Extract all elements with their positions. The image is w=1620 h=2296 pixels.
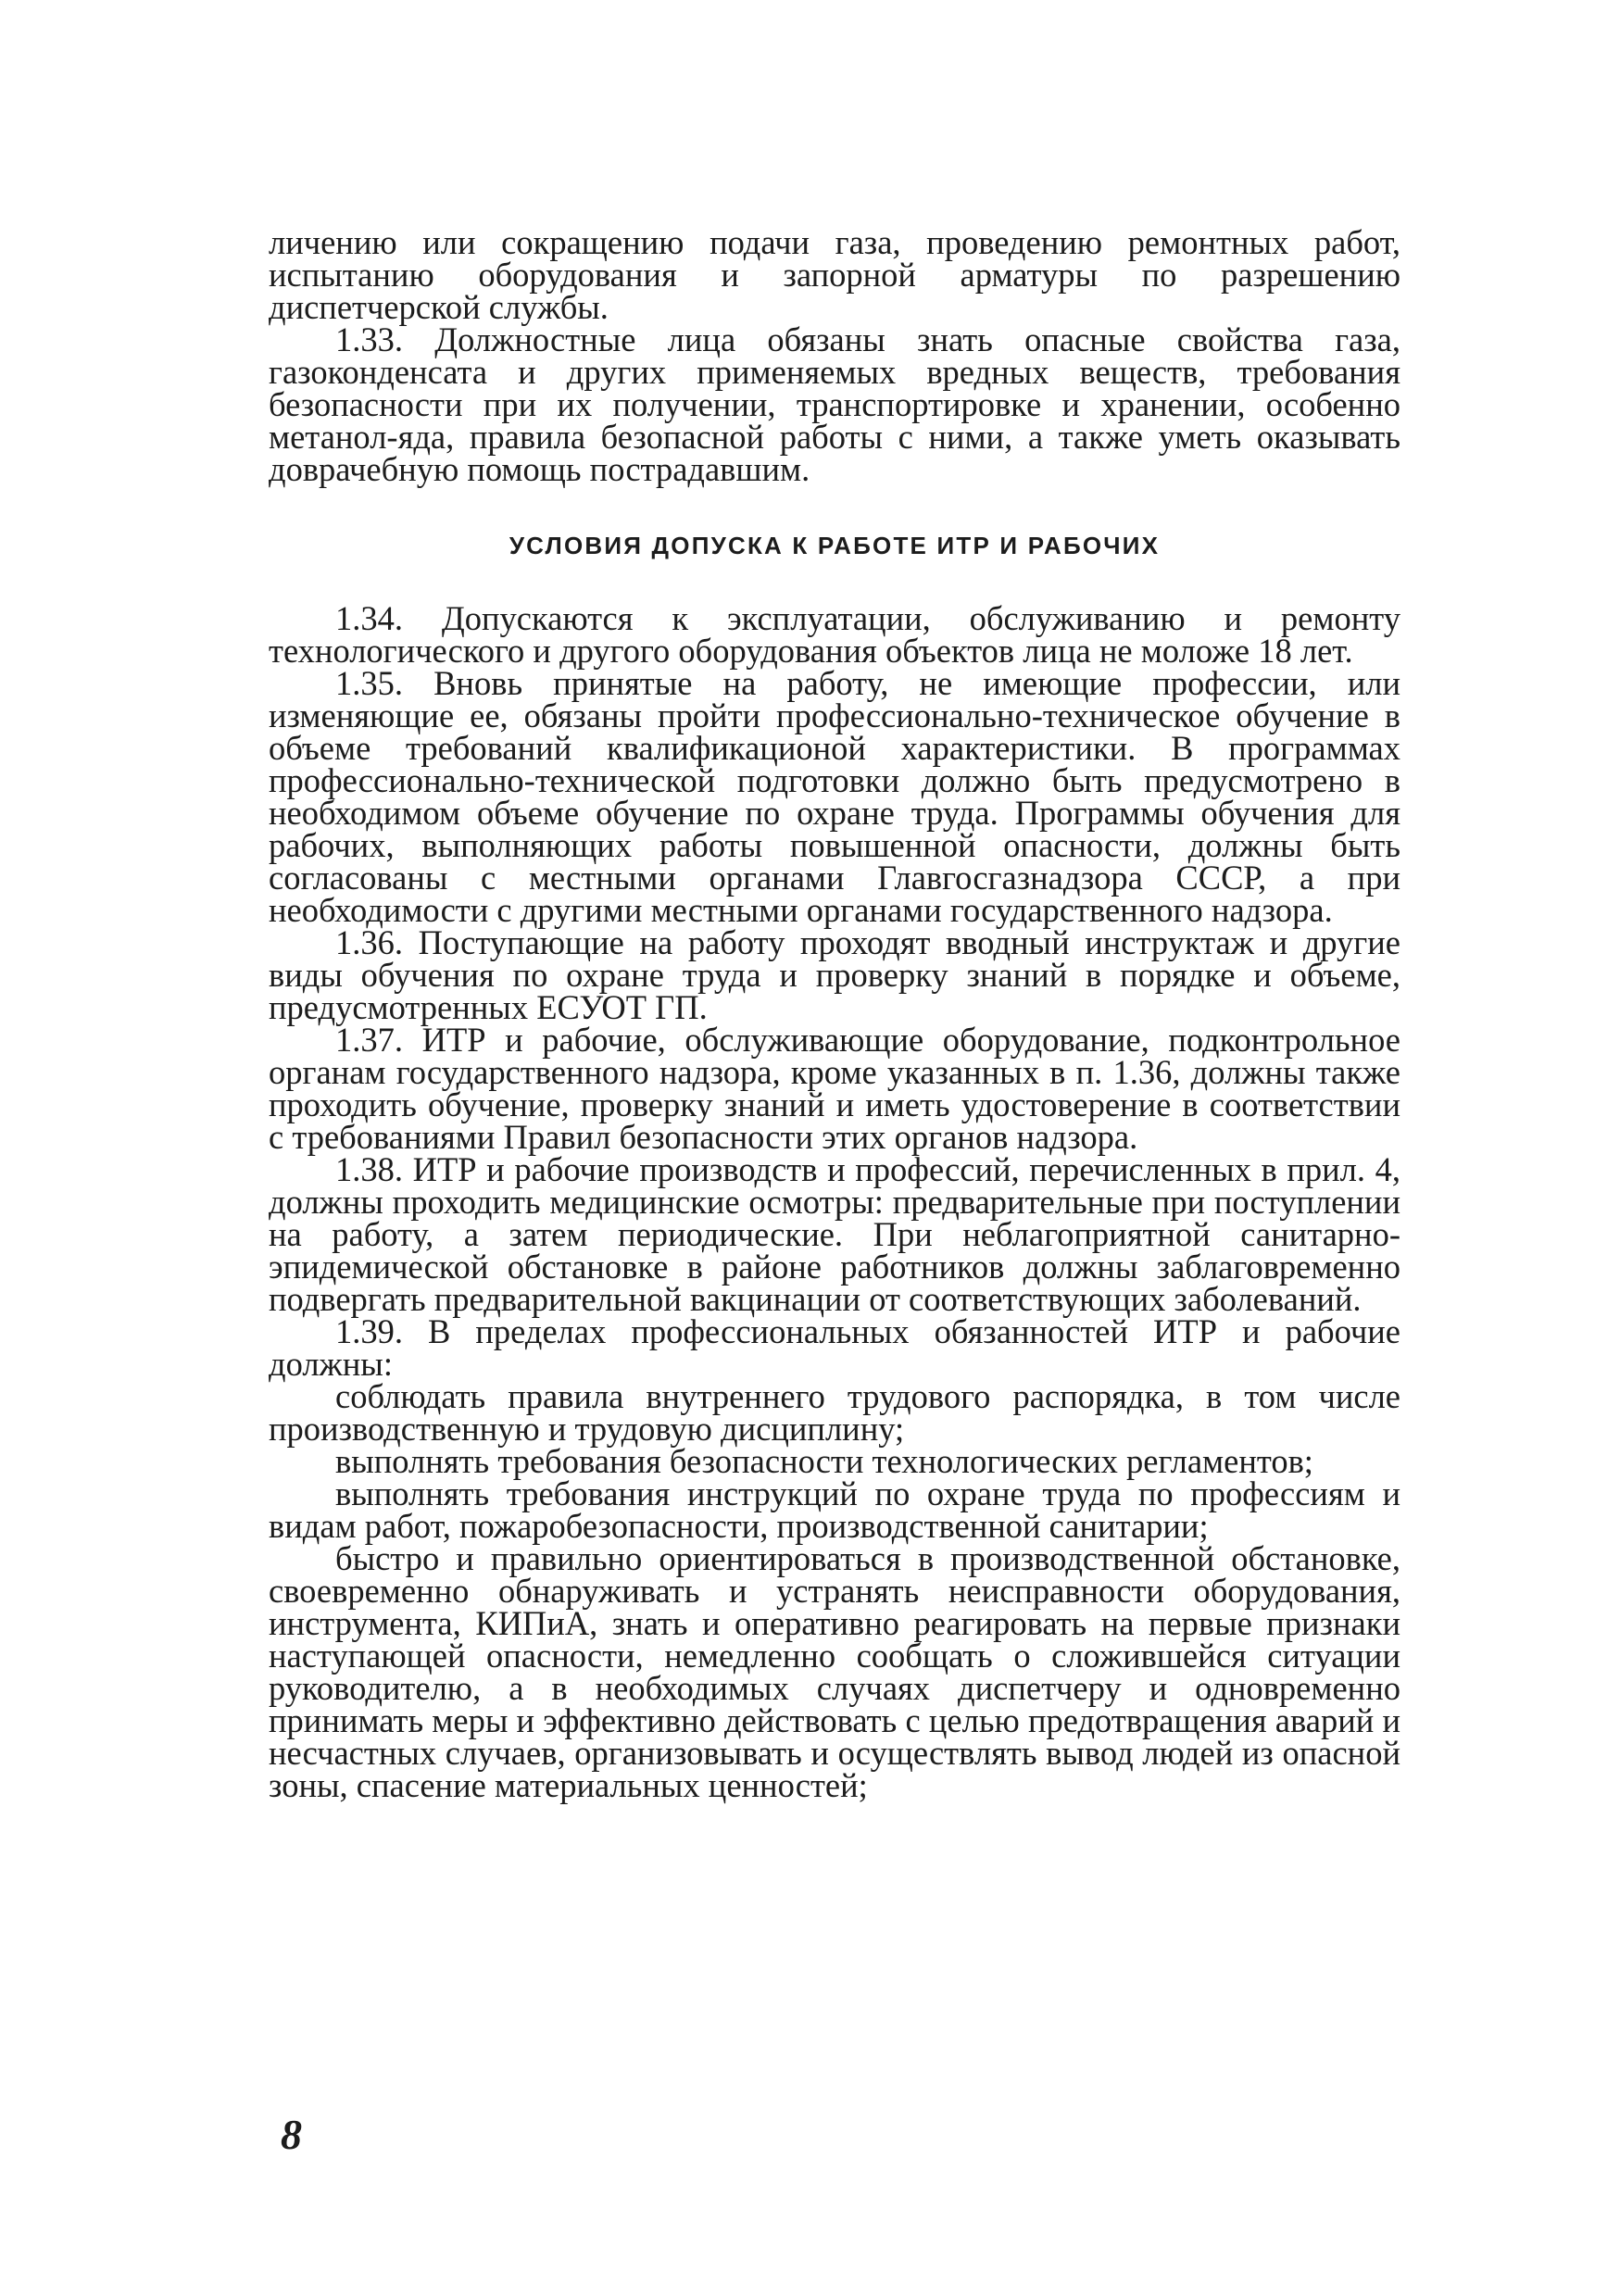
paragraph-1-38: 1.38. ИТР и рабочие производств и профессий, перечисленных в прил. 4, должны проходить медицинские осмотры: предварительные при поступлении на работу, а затем периодические. При неблагоприятной санитарно-эпидемической обстановке в районе работников должны заблаговременно подвергать предварительной вакцинации от соответствующих заболеваний. <box>269 1150 1400 1318</box>
paragraph-1-35: 1.35. Вновь принятые на работу, не имеющие профессии, или изменяющие ее, обязаны пройти профессионально-техническое обучение в объеме требований квалификационой характеристики. В программах профессионально-технической подготовки должно быть предусмотрено в необходимом объеме обучение по охране труда. Программы обучения для рабочих, выполняющих работы повышенной опасности, должны быть согласованы с местными органами Главгосгазнадзора СССР, а при необходимости с другими местными органами государственного надзора. <box>269 664 1400 929</box>
section-heading: УСЛОВИЯ ДОПУСКА К РАБОТЕ ИТР И РАБОЧИХ <box>509 532 1161 559</box>
duty-item: быстро и правильно ориентироваться в производственной обстановке, своевременно обнаруживать и устранять неисправности оборудования, инструмента, КИПиА, знать и оперативно реагировать на первые признаки наступающей опасности, немедленно сообщать о сложившейся ситуации руководителю, а в необходимых случаях диспетчеру и одновременно принимать меры и эффективно действовать с целью предотвращения аварий и несчастных случаев, организовывать и осуществлять вывод людей из опасной зоны, спасение материальных ценностей; <box>269 1539 1400 1804</box>
page-text-block <box>269 223 1400 1804</box>
paragraph-continued: личению или сокращению подачи газа, проведению ремонтных работ, испытанию оборудования и запорной арматуры по разрешению диспетчерской службы. <box>269 223 1400 326</box>
duty-item: выполнять требования инструкций по охране труда по профессиям и видам работ, пожаробезопасности, производственной санитарии; <box>269 1474 1400 1545</box>
paragraph-1-34: 1.34. Допускаются к эксплуатации, обслуживанию и ремонту технологического и другого оборудования объектов лица не моложе 18 лет. <box>269 599 1400 670</box>
page-number: 8 <box>281 2111 302 2158</box>
paragraph-1-33: 1.33. Должностные лица обязаны знать опасные свойства газа, газоконденсата и других применяемых вредных веществ, требования безопасности при их получении, транспортировке и хранении, особенно метанол-яда, правила безопасной работы с ними, а также уметь оказывать доврачебную помощь пострадавшим. <box>269 320 1400 488</box>
paragraph-1-37: 1.37. ИТР и рабочие, обслуживающие оборудование, подконтрольное органам государственного надзора, кроме указанных в п. 1.36, должны также проходить обучение, проверку знаний и иметь удостоверение в соответствии с требованиями Правил безопасности этих органов надзора. <box>269 1021 1400 1156</box>
paragraph-1-36: 1.36. Поступающие на работу проходят вводный инструктаж и другие виды обучения по охране труда и проверку знаний в порядке и объеме, предусмотренных ЕСУОТ ГП. <box>269 923 1400 1026</box>
duty-item: выполнять требования безопасности технологических регламентов; <box>335 1442 1313 1480</box>
paragraph-1-39: 1.39. В пределах профессиональных обязанностей ИТР и рабочие должны: <box>269 1312 1400 1383</box>
duty-item: соблюдать правила внутреннего трудового распорядка, в том числе производственную и трудовую дисциплину; <box>269 1377 1400 1448</box>
